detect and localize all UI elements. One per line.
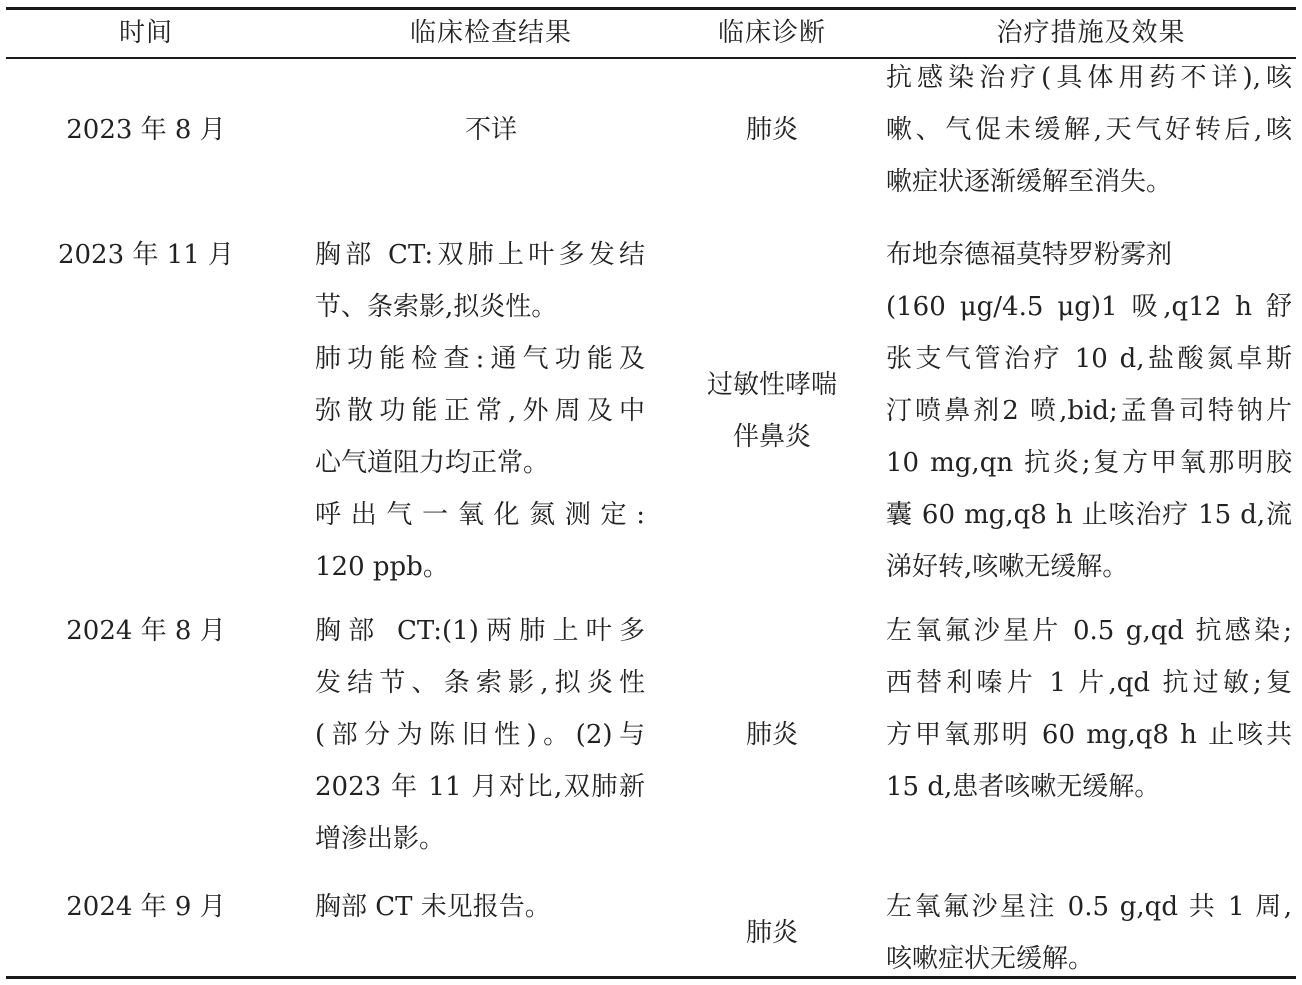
row1-exam-cell <box>306 104 676 156</box>
row2-exam-line: 弥散功能正常,外周及中 <box>315 396 645 426</box>
row3-treatment-line: 左氧氟沙星片 0.5 g,qd 抗感染; <box>886 616 1292 646</box>
row4-exam-cell <box>315 881 645 933</box>
row2-treatment-line: 布地奈德福莫特罗粉雾剂 <box>886 240 1173 270</box>
row3-exam-line: (部分为陈旧性)。(2)与 <box>315 720 645 750</box>
table-top-rule <box>6 7 1296 10</box>
row3-exam-line: 胸部 CT:(1)两肺上叶多 <box>315 616 645 646</box>
row1-treatment-line: 嗽、气促未缓解,天气好转后,咳 <box>886 115 1292 145</box>
header-exam: 临床检查结果 <box>409 18 572 48</box>
row2-time-cell <box>46 229 246 281</box>
row4-exam-line: 胸部 CT 未见报告。 <box>315 892 551 922</box>
row2-exam-line: 120 ppb。 <box>315 552 449 582</box>
header-diagnosis: 临床诊断 <box>717 18 826 48</box>
row1-exam-line: 不详 <box>464 115 517 145</box>
row2-exam-line: 肺功能检查:通气功能及 <box>315 344 645 374</box>
row2-diagnosis-line: 过敏性哮喘 <box>706 370 837 400</box>
row3-treatment-line: 15 d,患者咳嗽无缓解。 <box>886 772 1161 802</box>
row1-time: 2023 年 8 月 <box>66 115 226 145</box>
row2-exam-line: 节、条索影,拟炎性。 <box>315 292 558 322</box>
row2-exam-cell <box>315 229 645 593</box>
row3-exam-cell <box>315 605 645 865</box>
header-treatment: 治疗措施及效果 <box>996 18 1186 48</box>
row3-exam-line: 增渗出影。 <box>315 824 446 854</box>
row2-treatment-line: 汀喷鼻剂2 喷,bid;孟鲁司特钠片 <box>886 396 1292 426</box>
row4-time: 2024 年 9 月 <box>66 892 226 922</box>
row1-time-cell <box>46 104 246 156</box>
row4-treatment-line: 左氧氟沙星注 0.5 g,qd 共 1 周, <box>886 892 1292 922</box>
row2-treatment-line: (160 μg/4.5 μg)1 吸,q12 h 舒 <box>886 292 1292 322</box>
header-time: 时间 <box>118 18 173 48</box>
row2-treatment-line: 10 mg,qn 抗炎;复方甲氧那明胶 <box>886 448 1292 478</box>
row3-diagnosis-line: 肺炎 <box>745 720 798 750</box>
row3-exam-line: 发结节、条索影,拟炎性 <box>315 668 645 698</box>
row3-time: 2024 年 8 月 <box>66 616 226 646</box>
row1-diagnosis-cell <box>692 104 852 156</box>
row4-diagnosis-cell <box>692 907 852 959</box>
row3-time-cell <box>46 605 246 657</box>
row2-treatment-line: 涕好转,咳嗽无缓解。 <box>886 552 1129 582</box>
row2-exam-line: 胸部 CT:双肺上叶多发结 <box>315 240 645 270</box>
row1-treatment-line: 抗感染治疗(具体用药不详),咳 <box>886 63 1292 93</box>
row2-diagnosis-line: 伴鼻炎 <box>732 422 811 452</box>
row2-treatment-line: 张支气管治疗 10 d,盐酸氮卓斯 <box>886 344 1292 374</box>
row3-treatment-line: 西替利嗪片 1 片,qd 抗过敏;复 <box>886 668 1292 698</box>
row3-treatment-line: 方甲氧那明 60 mg,q8 h 止咳共 <box>886 720 1292 750</box>
row1-treatment-cell <box>886 52 1292 208</box>
row1-diagnosis-line: 肺炎 <box>745 115 798 145</box>
row1-treatment-line: 嗽症状逐渐缓解至消失。 <box>886 167 1173 197</box>
row3-treatment-cell <box>886 605 1292 813</box>
row3-exam-line: 2023 年 11 月对比,双肺新 <box>315 772 645 802</box>
row4-diagnosis-line: 肺炎 <box>745 918 798 948</box>
row4-treatment-cell <box>886 881 1292 985</box>
row2-treatment-cell <box>886 229 1292 593</box>
row2-exam-line: 心气道阻力均正常。 <box>315 448 550 478</box>
clinical-course-table <box>6 7 1296 980</box>
row2-treatment-line: 囊 60 mg,q8 h 止咳治疗 15 d,流 <box>886 500 1292 530</box>
row3-diagnosis-cell <box>692 709 852 761</box>
row4-treatment-line: 咳嗽症状无缓解。 <box>886 944 1095 974</box>
row2-time: 2023 年 11 月 <box>57 240 235 270</box>
row4-time-cell <box>46 881 246 933</box>
row2-exam-line: 呼出气一氧化氮测定: <box>315 500 645 530</box>
row2-diagnosis-cell <box>692 359 852 463</box>
